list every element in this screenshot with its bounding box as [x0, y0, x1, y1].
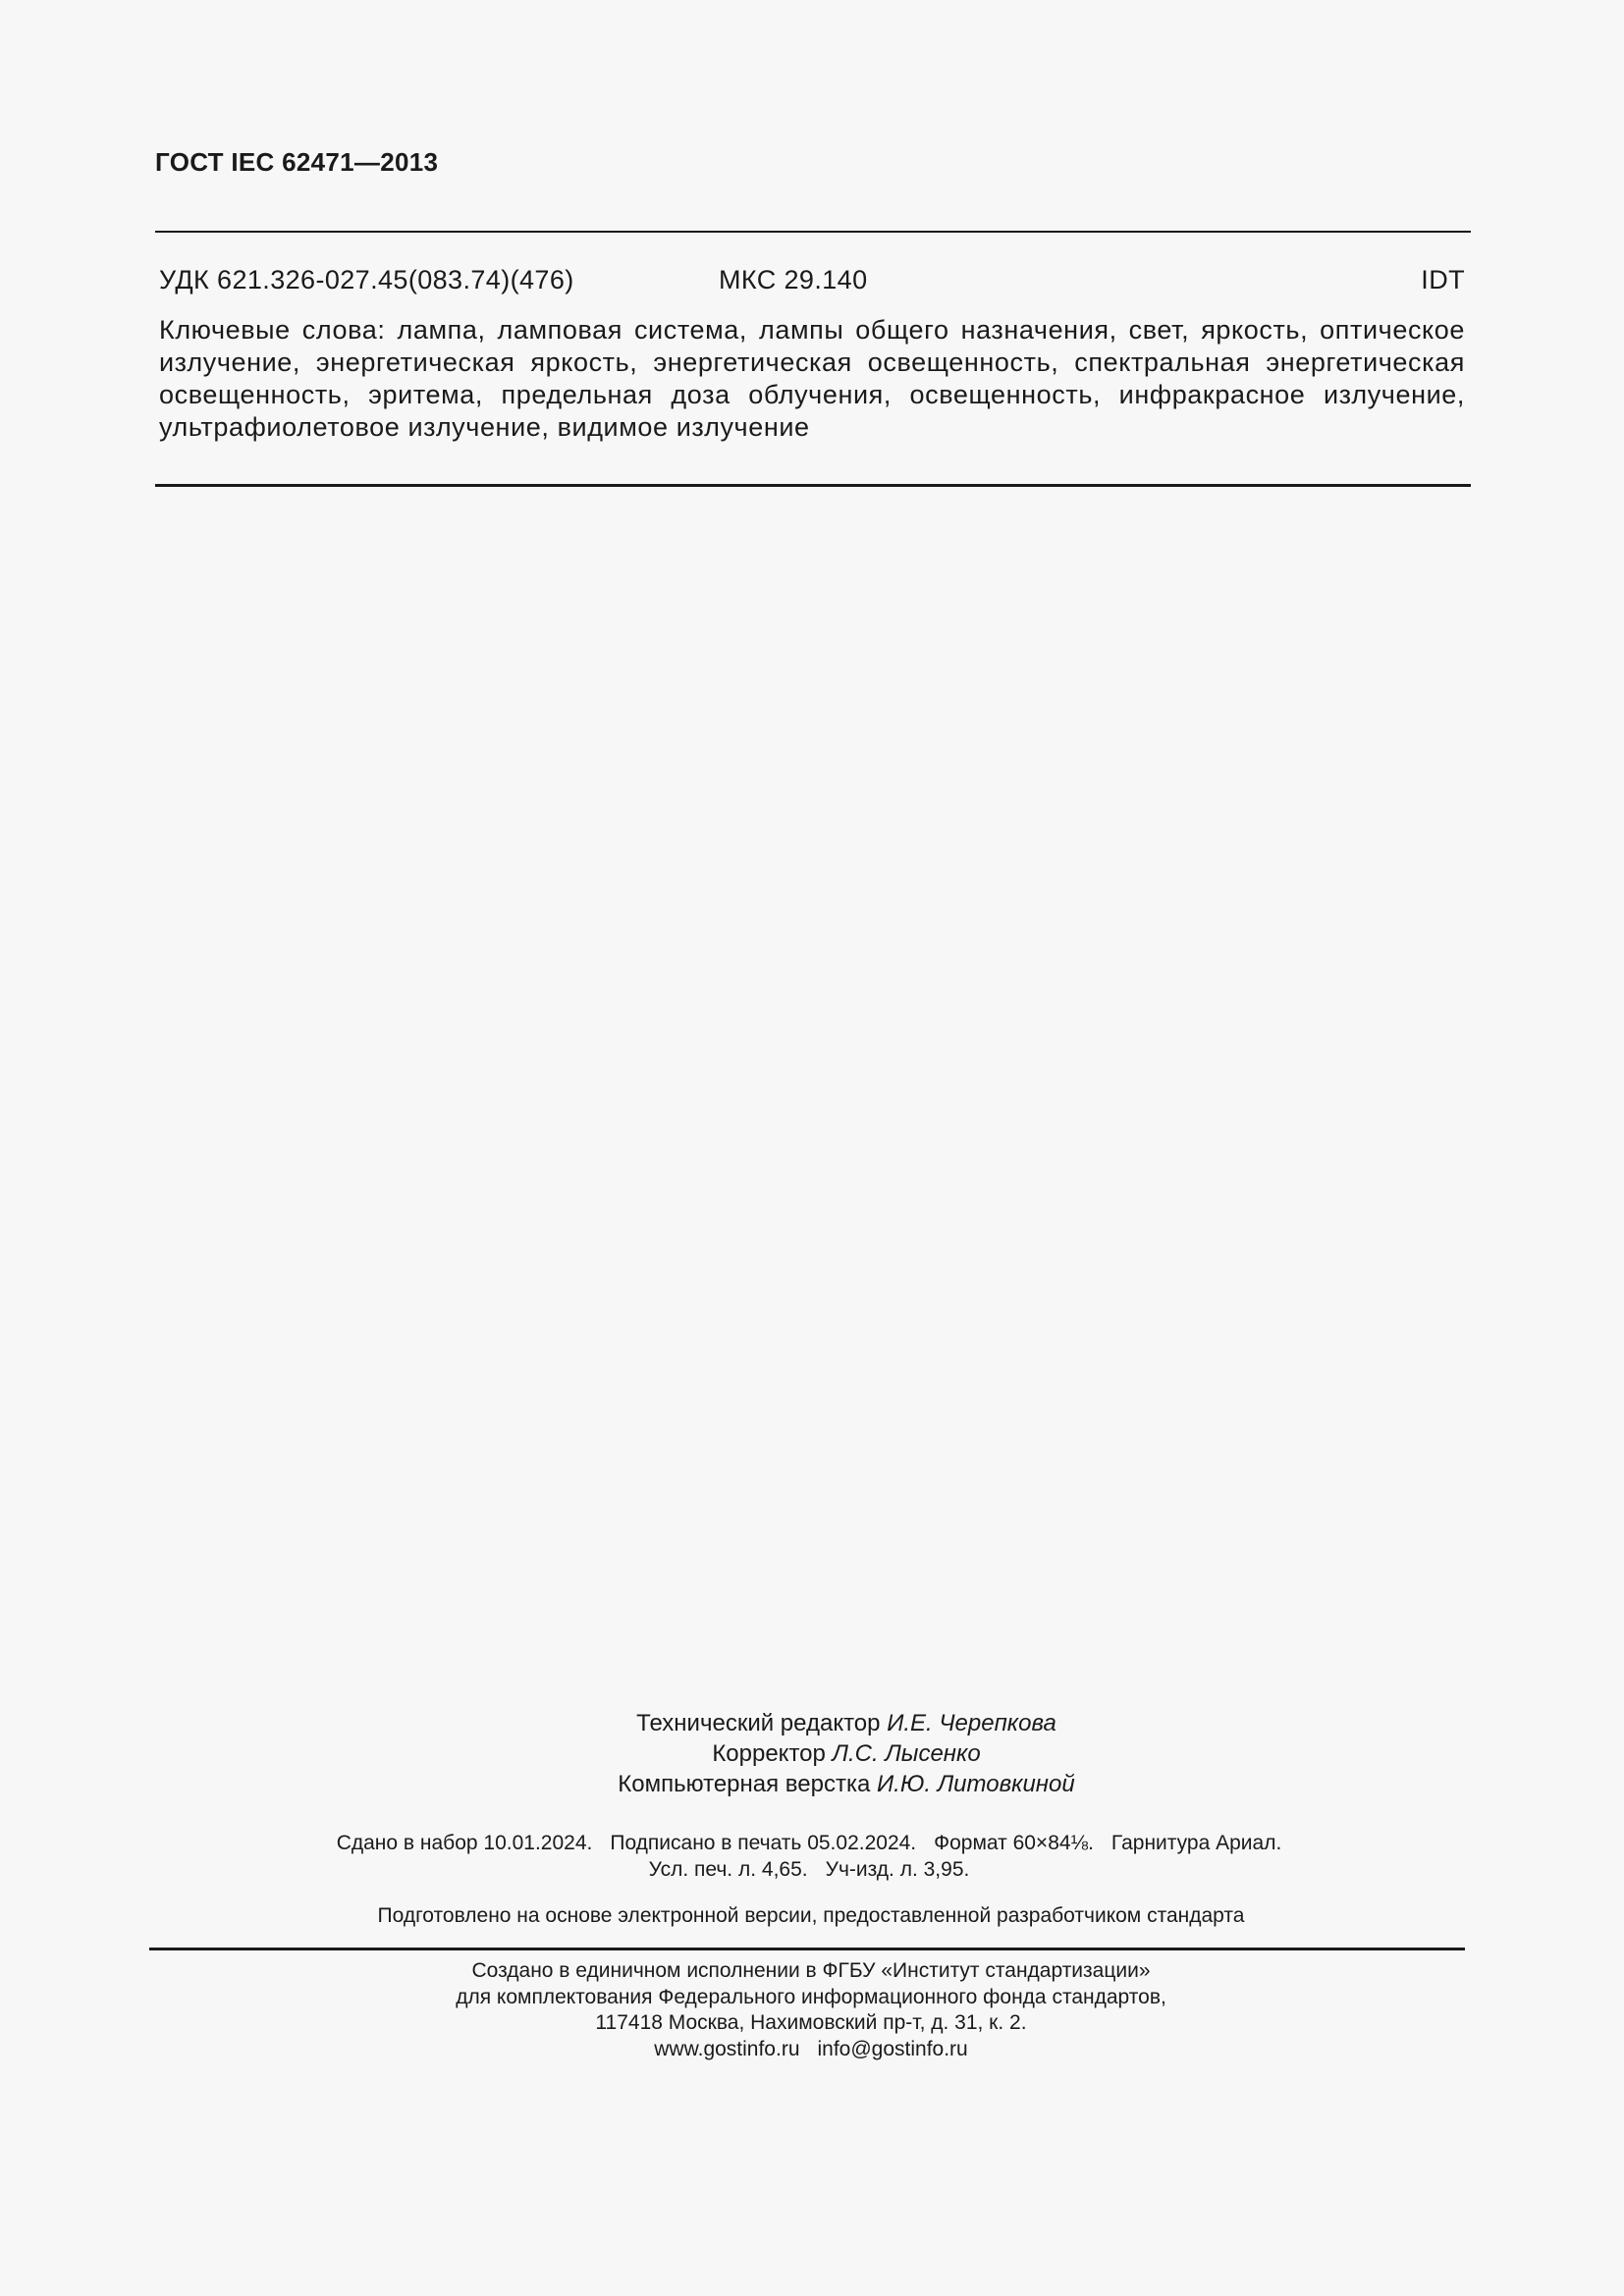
credit-tech-editor [636, 1708, 1056, 1738]
top-divider [155, 231, 1471, 233]
credit-corrector [712, 1738, 980, 1769]
credit-name: И.Е. Черепкова [887, 1710, 1056, 1736]
keywords-paragraph: Ключевые слова: лампа, ламповая система, лампы общего назначения, свет, яркость, оптическое излучение, энергетическая яркость, энергетическая освещенность, спектральная энергетическая освещенность, эритема, предельная доза облучения, освещенность, инфракрасное излучение, ультрафиолетовое излучение, видимое излучение [159, 315, 1465, 442]
print-info-block [0, 1830, 1624, 1883]
print-sheets: Усл. печ. л. 4,65. [648, 1858, 808, 1881]
classification-row [159, 265, 1465, 298]
mks-code: МКС 29.140 [719, 265, 868, 294]
publisher-sheets: Уч-изд. л. 3,95. [825, 1858, 970, 1881]
signed-date: Подписано в печать 05.02.2024. [610, 1832, 917, 1854]
credit-role: Технический редактор [636, 1710, 881, 1736]
credit-role: Компьютерная верстка [618, 1771, 871, 1797]
credits-block [0, 1708, 1624, 1799]
standard-id: ГОСТ IEC 62471—2013 [155, 147, 439, 177]
udk-code: УДК 621.326-027.45(083.74)(476) [159, 265, 574, 294]
credit-name: Л.С. Лысенко [832, 1740, 981, 1767]
publisher-line-2: для комплектования Федерального информационного фонда стандартов, [456, 1985, 1166, 2008]
publisher-website[interactable]: www.gostinfo.ru [654, 2037, 800, 2060]
publisher-line-1: Создано в единичном исполнении в ФГБУ «Институт стандартизации» [471, 1959, 1151, 1982]
publisher-block [0, 1958, 1624, 2062]
idt-code: IDT [1421, 265, 1465, 294]
bottom-divider [149, 1948, 1465, 1950]
credit-layout [618, 1769, 1074, 1799]
publisher-email[interactable]: info@gostinfo.ru [817, 2037, 968, 2060]
credit-role: Корректор [712, 1740, 826, 1767]
typeset-date: Сдано в набор 10.01.2024. [336, 1832, 593, 1854]
keywords-divider [155, 484, 1471, 487]
paper-format: Формат 60×84⅛. [934, 1832, 1094, 1854]
prepared-note-text: Подготовлено на основе электронной версии, предоставленной разработчиком стандарта [377, 1904, 1245, 1927]
publisher-address: 117418 Москва, Нахимовский пр-т, д. 31, к. 2. [595, 2011, 1027, 2034]
credit-name: И.Ю. Литовкиной [877, 1771, 1075, 1797]
typeface: Гарнитура Ариал. [1110, 1832, 1282, 1854]
prepared-note [0, 1904, 1624, 1928]
